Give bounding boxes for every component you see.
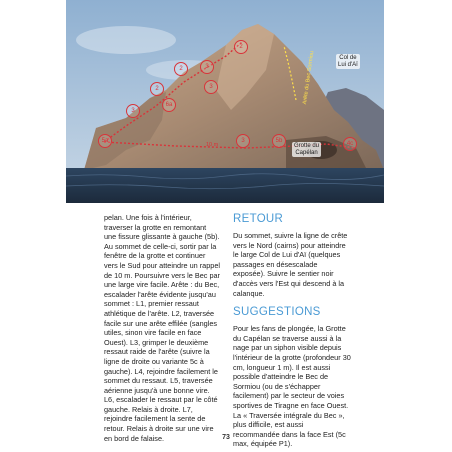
pitch-length-label: 10 m [206, 142, 219, 148]
right-column [233, 213, 351, 449]
retour-text: Du sommet, suivre la ligne de crête vers le Nord (cairns) pour atteindre le large Col de Lui d'Aï (quelques passages en désescalade exposée). Suivre le sentier noir d'accès vers l'Est qui descend à la calanque. [233, 231, 348, 298]
grade-marker: 6a [162, 98, 176, 112]
arete-label: Arête du Bec Sormiou [302, 50, 316, 105]
page-number: 73 [222, 434, 230, 441]
grade-marker: 2 [174, 62, 188, 76]
grade-marker: 2 [234, 40, 248, 54]
grade-marker: 3 [200, 60, 214, 74]
grade-marker: 3 [236, 134, 250, 148]
grade-marker: 2 [150, 82, 164, 96]
suggestions-heading: SUGGESTIONS [233, 306, 321, 319]
left-column [104, 213, 220, 443]
suggestions-text: Pour les fans de plongée, la Grotte du Capélan se traverse aussi à la nage par un siphon visible depuis l'intérieur de la grotte (profondeur 30 cm, longueur 1 m). Il est aussi possible d'atteindre le Bec de Sormiou (ou de s'échapper facilement) par le secteur de voies sportives de Tiragne en face Ouest. La « Traversée intégrale du Bec », plus difficile, est aussi recommandée dans la face Est (5c max, équipée P1). [233, 324, 351, 449]
route-description: pelan. Une fois à l'intérieur, traverser la grotte en remontant une fissure glissante à gauche (5b). Au sommet de celle-ci, sortir par la fenêtre de la grotte et continuer vers le Sud pour atteindre un rappel de 10 m. Poursuivre vers le Bec par une large vire facile. Arête : du Bec, escalader l'arête évidente jusqu'au sommet : L1, premier ressaut athlétique de l'arête. L2, traversée facile sur une arête effilée (sangles utiles, sinon vire facile en face Ouest). L3, grimper le deuxième ressaut raide de l'arête (suivre la ligne de droite ou variante 5c à gauche). L4, rejoindre facilement le sommet du ressaut. L5, traversée aérienne jusqu'à une bonne vire. L6, escalader le ressaut par le côté gauche. Relais à droite. L7, rejoindre facilement la sente de retour. Relais à droite sur une vire en bord de falaise. [104, 213, 221, 443]
grade-marker: 3 [126, 104, 140, 118]
grade-marker: 4c [343, 137, 357, 151]
cliff-photo [66, 0, 384, 203]
grade-marker: 5b [272, 134, 286, 148]
grade-marker: 5a [98, 134, 112, 148]
col-label: Col de Lui d'Aï [338, 55, 358, 68]
grade-marker: 3 [204, 80, 218, 94]
cliff-illustration [66, 0, 384, 203]
retour-heading: RETOUR [233, 213, 284, 225]
grotte-label: Grotte du Capélan [294, 143, 320, 156]
